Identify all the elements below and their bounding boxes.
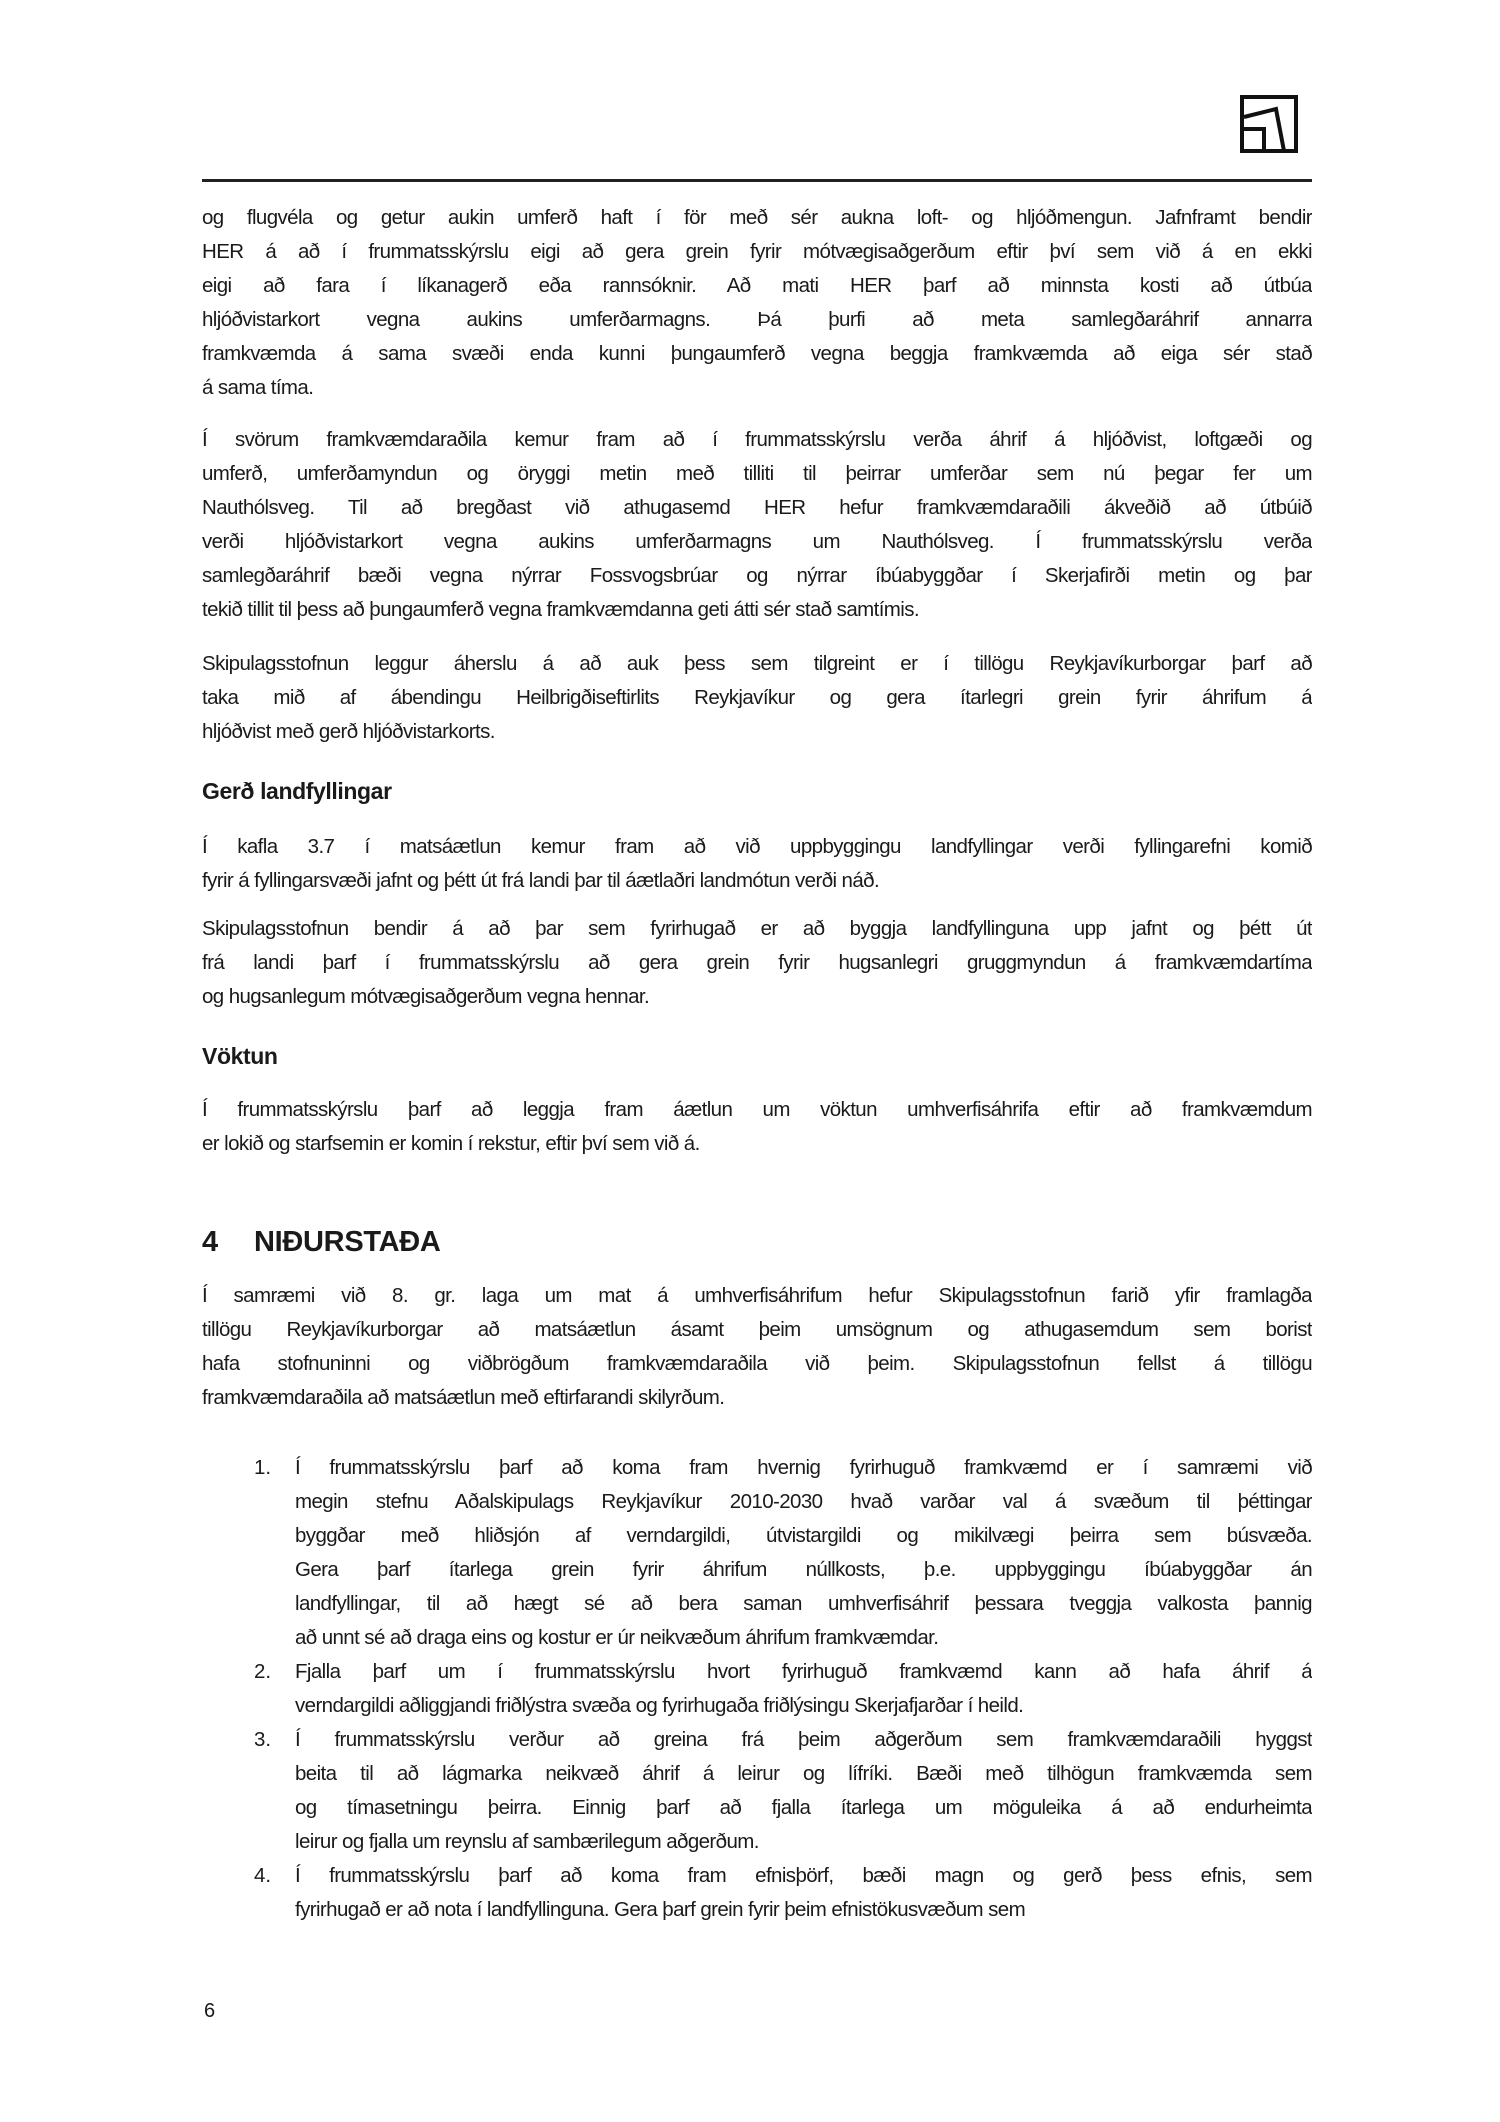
text-line: leirur og fjalla um reynslu af sambærilegum aðgerðum. xyxy=(295,1830,759,1853)
paragraph xyxy=(202,647,1312,749)
text-line: hafa stofnuninni og viðbrögðum framkvæmdaraðila við þeim. Skipulagsstofnun fellst á tillögu xyxy=(202,1352,1312,1375)
list-number: 2. xyxy=(254,1660,272,1683)
text-line: tekið tillit til þess að þungaumferð vegna framkvæmdanna geti átti sér stað samtímis. xyxy=(202,598,919,621)
text-line: tillögu Reykjavíkurborgar að matsáætlun ásamt þeim umsögnum og athugasemdum sem borist xyxy=(202,1318,1312,1341)
text-line: Í samræmi við 8. gr. laga um mat á umhverfisáhrifum hefur Skipulagsstofnun farið yfir framlagða xyxy=(202,1284,1312,1307)
list-item-text xyxy=(295,1451,1312,1655)
paragraph xyxy=(202,201,1312,405)
list-item xyxy=(254,1859,1312,1927)
logo-icon xyxy=(1240,95,1298,153)
text-line: Skipulagsstofnun bendir á að þar sem fyrirhugað er að byggja landfyllinguna upp jafnt og þétt út xyxy=(202,917,1312,940)
list-item xyxy=(254,1655,1312,1723)
paragraph xyxy=(202,1279,1312,1415)
page-number: 6 xyxy=(204,2000,216,2022)
text-line: HER á að í frummatsskýrslu eigi að gera grein fyrir mótvægisaðgerðum eftir því sem við á en ekki xyxy=(202,240,1312,263)
text-line: fyrirhugað er að nota í landfyllinguna. Gera þarf grein fyrir þeim efnistökusvæðum sem xyxy=(295,1898,1026,1921)
text-line: Í kafla 3.7 í matsáætlun kemur fram að við uppbyggingu landfyllingar verði fyllingarefni komið xyxy=(202,835,1312,858)
text-line: Gera þarf ítarlega grein fyrir áhrifum núllkosts, þ.e. uppbyggingu íbúabyggðar án xyxy=(295,1558,1312,1581)
text-line: umferð, umferðamyndun og öryggi metin með tilliti til þeirrar umferðar sem nú þegar fer um xyxy=(202,462,1312,485)
text-line: eigi að fara í líkanagerð eða rannsóknir. Að mati HER þarf að minnsta kosti að útbúa xyxy=(202,274,1312,297)
list-item-text xyxy=(295,1723,1312,1859)
text-line: beita til að lágmarka neikvæð áhrif á leirur og lífríki. Bæði með tilhögun framkvæmda sem xyxy=(295,1762,1312,1785)
text-line: landfyllingar, til að hægt sé að bera saman umhverfisáhrif þessara tveggja valkosta þannig xyxy=(295,1592,1312,1615)
subheading-landfylling: Gerð landfyllingar xyxy=(202,778,392,804)
text-line: Í frummatsskýrslu verður að greina frá þeim aðgerðum sem framkvæmdaraðili hyggst xyxy=(295,1728,1312,1751)
text-line: Í frummatsskýrslu þarf að leggja fram áætlun um vöktun umhverfisáhrifa eftir að framkvæmdum xyxy=(202,1098,1312,1121)
list-number: 3. xyxy=(254,1728,272,1751)
text-line: megin stefnu Aðalskipulags Reykjavíkur 2010-2030 hvað varðar val á svæðum til þéttingar xyxy=(295,1490,1312,1513)
section-heading xyxy=(202,1226,441,1259)
paragraph xyxy=(202,1093,1312,1161)
text-line: Skipulagsstofnun leggur áherslu á að auk þess sem tilgreint er í tillögu Reykjavíkurborgar þarf að xyxy=(202,652,1312,675)
text-line: Nauthólsveg. Til að bregðast við athugasemd HER hefur framkvæmdaraðili ákveðið að útbúið xyxy=(202,496,1312,519)
text-line: Í frummatsskýrslu þarf að koma fram efnisþörf, bæði magn og gerð þess efnis, sem xyxy=(295,1864,1312,1887)
text-line: á sama tíma. xyxy=(202,376,314,399)
text-line: frá landi þarf í frummatsskýrslu að gera grein fyrir hugsanlegri gruggmyndun á framkvæmdartíma xyxy=(202,951,1312,974)
list-item-text xyxy=(295,1655,1312,1723)
list-number: 1. xyxy=(254,1456,272,1479)
subheading-voktun: Vöktun xyxy=(202,1043,278,1069)
list-item-text xyxy=(295,1859,1312,1927)
text-line: að unnt sé að draga eins og kostur er úr neikvæðum áhrifum framkvæmdar. xyxy=(295,1626,939,1649)
text-line: hljóðvist með gerð hljóðvistarkorts. xyxy=(202,720,495,743)
text-line: Í frummatsskýrslu þarf að koma fram hvernig fyrirhuguð framkvæmd er í samræmi við xyxy=(295,1456,1312,1479)
paragraph xyxy=(202,830,1312,898)
text-line: taka mið af ábendingu Heilbrigðiseftirlits Reykjavíkur og gera ítarlegri grein fyrir áhrifum á xyxy=(202,686,1312,709)
text-line: hljóðvistarkort vegna aukins umferðarmagns. Þá þurfi að meta samlegðaráhrif annarra xyxy=(202,308,1312,331)
section-number: 4 xyxy=(202,1226,218,1258)
text-line: Fjalla þarf um í frummatsskýrslu hvort fyrirhuguð framkvæmd kann að hafa áhrif á xyxy=(295,1660,1312,1683)
text-line: Í svörum framkvæmdaraðila kemur fram að í frummatsskýrslu verða áhrif á hljóðvist, loftgæði og xyxy=(202,428,1312,451)
text-line: og flugvéla og getur aukin umferð haft í för með sér aukna loft- og hljóðmengun. Jafnframt bendir xyxy=(202,206,1312,229)
header-rule xyxy=(202,179,1312,182)
text-line: og tímasetningu þeirra. Einnig þarf að fjalla ítarlega um möguleika á að endurheimta xyxy=(295,1796,1312,1819)
paragraph xyxy=(202,912,1312,1014)
text-line: framkvæmda á sama svæði enda kunni þungaumferð vegna beggja framkvæmda að eiga sér stað xyxy=(202,342,1312,365)
section-title: NIÐURSTAÐA xyxy=(254,1226,441,1258)
text-line: samlegðaráhrif bæði vegna nýrrar Fossvogsbrúar og nýrrar íbúabyggðar í Skerjafirði metin og þar xyxy=(202,564,1312,587)
paragraph xyxy=(202,423,1312,627)
text-line: byggðar með hliðsjón af verndargildi, útvistargildi og mikilvægi þeirra sem búsvæða. xyxy=(295,1524,1312,1547)
text-line: verndargildi aðliggjandi friðlýstra svæða og fyrirhugaða friðlýsingu Skerjafjarðar í heild. xyxy=(295,1694,1024,1717)
text-line: framkvæmdaraðila að matsáætlun með eftirfarandi skilyrðum. xyxy=(202,1386,725,1409)
text-line: verði hljóðvistarkort vegna aukins umferðarmagns um Nauthólsveg. Í frummatsskýrslu verða xyxy=(202,530,1312,553)
text-line: fyrir á fyllingarsvæði jafnt og þétt út frá landi þar til áætlaðri landmótun verði náð. xyxy=(202,869,880,892)
text-line: er lokið og starfsemin er komin í rekstur, eftir því sem við á. xyxy=(202,1132,700,1155)
list-item xyxy=(254,1723,1312,1859)
text-line: og hugsanlegum mótvægisaðgerðum vegna hennar. xyxy=(202,985,650,1008)
list-number: 4. xyxy=(254,1864,272,1887)
list-item xyxy=(254,1451,1312,1655)
